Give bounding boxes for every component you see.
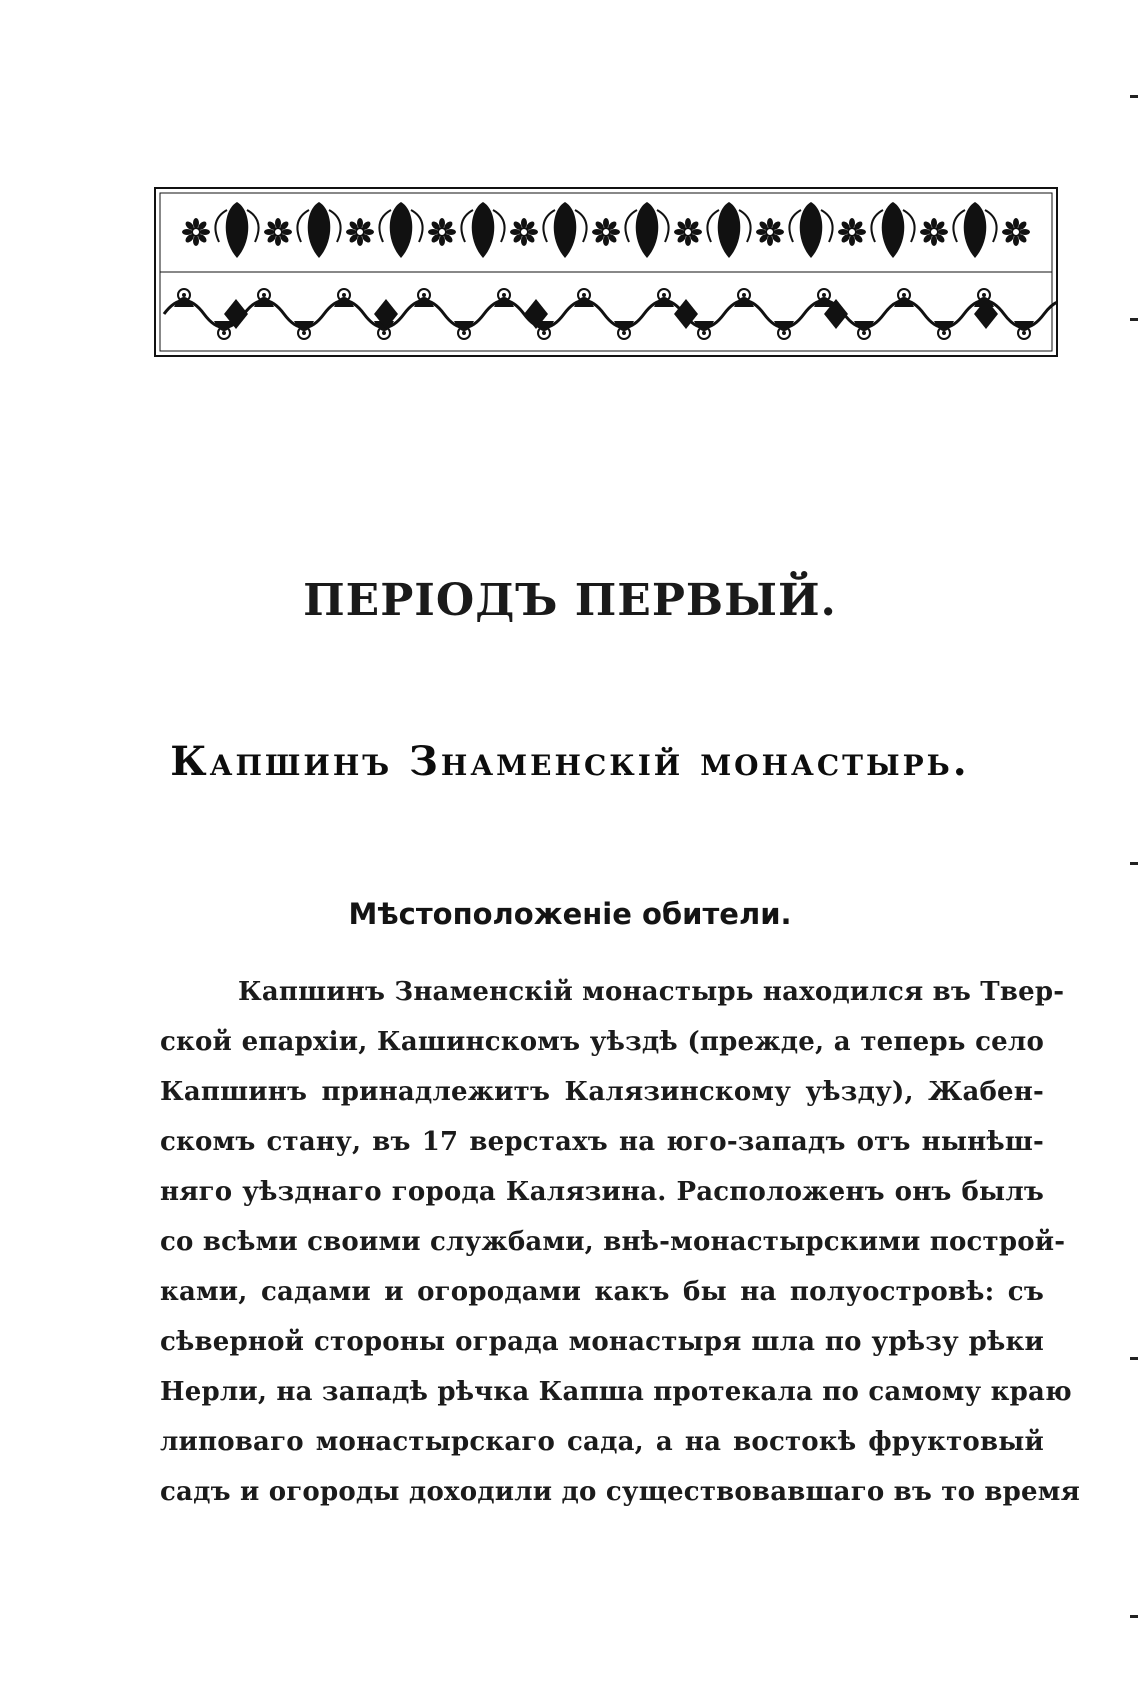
period-heading: ПЕРІОДЪ ПЕРВЫЙ. [303, 575, 837, 626]
text-line: няго уѣзднаго города Калязина. Расположенъ онъ былъ [160, 1177, 1044, 1207]
text-line: садъ и огороды доходили до существовавшаго въ то время [160, 1477, 1080, 1507]
monastery-heading: Капшинъ Знаменскій монастырь. [170, 738, 970, 785]
paragraph [160, 967, 1080, 1517]
ornament-motif [838, 202, 915, 258]
ornament-motif [674, 202, 751, 258]
ornamental-headpiece [154, 187, 1058, 357]
margin-tick [1130, 1615, 1138, 1618]
ornament-motif [346, 202, 423, 258]
ornament-motif [264, 202, 341, 258]
ornament-motif [428, 202, 505, 258]
ornament-motif [920, 202, 997, 258]
text-line: сѣверной стороны ограда монастыря шла по урѣзу рѣки [160, 1327, 1044, 1357]
ornament-motif [592, 202, 669, 258]
text-line: скомъ стану, въ 17 верстахъ на юго-западъ отъ нынѣш- [160, 1127, 1044, 1157]
ornament-motif [1002, 218, 1030, 246]
section-heading: Мѣстоположеніе обители. [348, 897, 792, 931]
text-line: ской епархіи, Кашинскомъ уѣздѣ (прежде, а теперь село [160, 1027, 1044, 1057]
ornament-motif [182, 202, 259, 258]
text-line: со всѣми своими службами, внѣ-монастырскими построй- [160, 1227, 1066, 1257]
text-line: ками, садами и огородами какъ бы на полуостровѣ: съ [160, 1277, 1044, 1307]
text-line: Капшинъ Знаменскій монастырь находился въ Твер- [238, 977, 1065, 1007]
ornament-motif [510, 202, 587, 258]
margin-tick [1130, 1357, 1138, 1360]
margin-tick [1130, 95, 1138, 98]
text-line: Нерли, на западѣ рѣчка Капша протекала по самому краю [160, 1377, 1072, 1407]
margin-tick [1130, 318, 1138, 321]
text-line: Капшинъ принадлежитъ Калязинскому уѣзду), Жабен- [160, 1077, 1044, 1107]
ornament-motif [756, 202, 833, 258]
margin-tick [1130, 862, 1138, 865]
text-line: липоваго монастырскаго сада, а на востокѣ фруктовый [160, 1427, 1044, 1457]
